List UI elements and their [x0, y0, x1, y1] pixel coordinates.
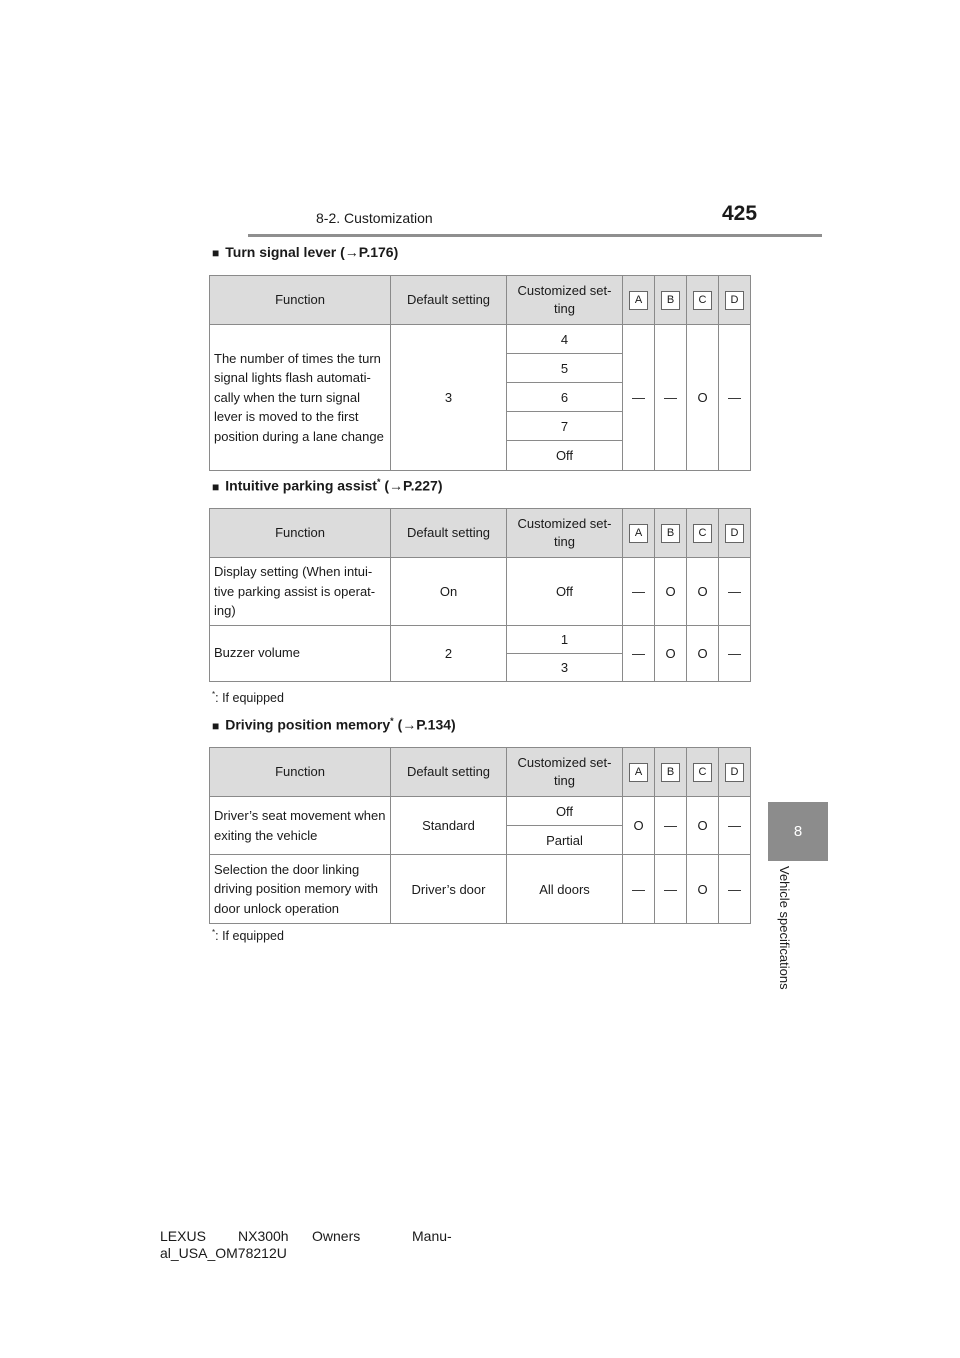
mark-b: O [655, 625, 687, 681]
col-a: A [623, 276, 655, 325]
section-heading-turn-signal [212, 244, 398, 260]
turn-signal-table [209, 275, 751, 471]
asterisk-mark: * [212, 928, 216, 937]
option-cell: 4 [507, 325, 623, 354]
option-cell: Partial [507, 826, 623, 855]
asterisk-mark: * [376, 477, 381, 487]
driving-position-table [209, 747, 751, 924]
option-cell: 5 [507, 354, 623, 383]
square-bullet-icon: ■ [212, 479, 220, 494]
page-footer [160, 1228, 452, 1262]
table-row [210, 625, 751, 653]
default-cell: 2 [391, 625, 507, 681]
col-b: B [655, 276, 687, 325]
col-function: Function [210, 276, 391, 325]
mark-a: O [623, 797, 655, 855]
col-d: D [719, 276, 751, 325]
mark-d: — [719, 625, 751, 681]
page-reference-link[interactable]: (→P.227) [380, 477, 443, 494]
col-a: A [623, 509, 655, 558]
mark-a: — [623, 625, 655, 681]
col-default: Default setting [391, 276, 507, 325]
option-cell: All doors [507, 855, 623, 924]
option-cell: 3 [507, 653, 623, 681]
option-cell: Off [507, 441, 623, 471]
square-bullet-icon: ■ [212, 246, 220, 260]
chapter-title: Vehicle specifications [777, 866, 792, 990]
table-row [210, 558, 751, 626]
footer-brand: LEXUS [160, 1228, 206, 1244]
square-bullet-icon: ■ [212, 718, 220, 733]
mark-a: — [623, 325, 655, 471]
footer-code: al_USA_OM78212U [160, 1245, 287, 1261]
table-row [210, 855, 751, 924]
function-cell: Driver’s seat movement when exiting the vehicle [210, 797, 391, 855]
function-cell: Display setting (When intui-tive parking assist is operat-ing) [210, 558, 391, 626]
section-title: Driving position memory [225, 716, 391, 733]
table-header-row [210, 509, 751, 558]
col-b: B [655, 509, 687, 558]
asterisk-mark: * [212, 690, 216, 699]
default-cell: On [391, 558, 507, 626]
col-customized: Customized set- ting [507, 509, 623, 558]
col-customized: Customized set- ting [507, 748, 623, 797]
section-label: 8-2. Customization [316, 210, 433, 226]
default-cell: 3 [391, 325, 507, 471]
option-cell: 7 [507, 412, 623, 441]
mark-b: O [655, 558, 687, 626]
section-title: Intuitive parking assist [225, 477, 377, 494]
function-cell: The number of times the turn signal lights flash automati-cally when the turn signal lever is moved to the first position during a lane change [210, 325, 391, 471]
mark-c: O [687, 625, 719, 681]
footnote: *: If equipped [212, 690, 284, 706]
col-d: D [719, 509, 751, 558]
mark-b: — [655, 325, 687, 471]
mark-c: O [687, 558, 719, 626]
footnote: *: If equipped [212, 928, 284, 944]
option-cell: Off [507, 797, 623, 826]
mark-a: — [623, 558, 655, 626]
option-cell: 1 [507, 625, 623, 653]
parking-assist-table [209, 508, 751, 682]
col-c: C [687, 276, 719, 325]
chapter-number: 8 [793, 823, 803, 840]
chapter-tab[interactable] [768, 802, 828, 861]
col-c: C [687, 748, 719, 797]
table-header-row [210, 276, 751, 325]
mark-a: — [623, 855, 655, 924]
function-cell: Buzzer volume [210, 625, 391, 681]
footer-owners: Owners [312, 1228, 361, 1244]
col-default: Default setting [391, 748, 507, 797]
default-cell: Driver’s door [391, 855, 507, 924]
asterisk-mark: * [390, 716, 394, 726]
col-d: D [719, 748, 751, 797]
section-heading-driving-position [212, 716, 456, 733]
mark-d: — [719, 558, 751, 626]
mark-b: — [655, 797, 687, 855]
mark-b: — [655, 855, 687, 924]
table-header-row [210, 748, 751, 797]
default-cell: Standard [391, 797, 507, 855]
option-cell: 6 [507, 383, 623, 412]
col-a: A [623, 748, 655, 797]
table-row [210, 797, 751, 826]
section-heading-parking-assist [212, 477, 442, 494]
col-b: B [655, 748, 687, 797]
mark-d: — [719, 855, 751, 924]
col-default: Default setting [391, 509, 507, 558]
function-cell: Selection the door linking driving position memory with door unlock operation [210, 855, 391, 924]
option-cell: Off [507, 558, 623, 626]
footer-manual: Manu- [412, 1228, 452, 1244]
col-customized: Customized set- ting [507, 276, 623, 325]
mark-d: — [719, 797, 751, 855]
section-title: Turn signal lever ( [225, 244, 345, 260]
mark-c: O [687, 325, 719, 471]
col-function: Function [210, 509, 391, 558]
mark-d: — [719, 325, 751, 471]
footer-model: NX300h [238, 1228, 289, 1244]
col-function: Function [210, 748, 391, 797]
col-c: C [687, 509, 719, 558]
table-row [210, 325, 751, 354]
mark-c: O [687, 855, 719, 924]
page-reference-link[interactable]: (→P.134) [393, 716, 456, 733]
mark-c: O [687, 797, 719, 855]
page-number: 425 [722, 202, 758, 225]
page-reference-link[interactable]: →P.176) [344, 244, 399, 260]
